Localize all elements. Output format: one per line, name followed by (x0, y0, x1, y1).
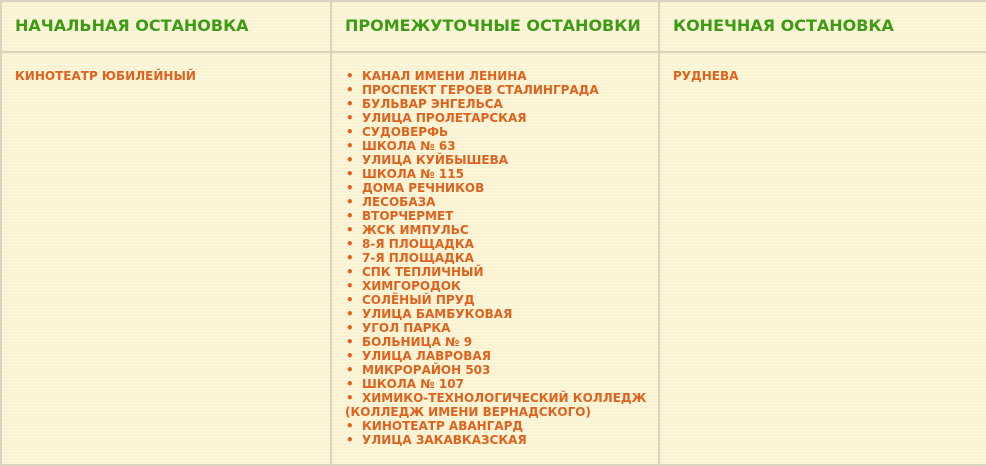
stop-name: МИКРОРАЙОН 503 (362, 363, 491, 377)
bullet-icon: • (346, 349, 354, 363)
list-item (345, 167, 658, 181)
list-item (345, 111, 658, 125)
end-stop-name: РУДНЕВА (673, 69, 739, 83)
bullet-icon: • (346, 307, 354, 321)
bullet-icon: • (346, 209, 354, 223)
bullet-icon: • (346, 167, 354, 181)
stop-name: ШКОЛА № 63 (362, 139, 456, 153)
list-item (345, 153, 658, 167)
list-item (345, 279, 658, 293)
bullet-icon: • (346, 237, 354, 251)
stop-name: СУДОВЕРФЬ (362, 125, 449, 139)
stop-name: ПРОСПЕКТ ГЕРОЕВ СТАЛИНГРАДА (362, 83, 599, 97)
bullet-icon: • (346, 321, 354, 335)
list-item (345, 419, 658, 433)
bullet-icon: • (346, 223, 354, 237)
bullet-icon: • (346, 419, 354, 433)
list-item (345, 139, 658, 153)
bullet-icon: • (346, 139, 354, 153)
intermediate-stops-container (332, 53, 658, 447)
stop-name: СПК ТЕПЛИЧНЫЙ (362, 265, 484, 279)
bullet-icon: • (346, 363, 354, 377)
list-item (345, 251, 658, 265)
header-row (1, 1, 986, 52)
stop-name: УЛИЦА ЛАВРОВАЯ (362, 349, 491, 363)
start-stop-cell (1, 52, 331, 465)
bullet-icon: • (346, 335, 354, 349)
stop-name: БУЛЬВАР ЭНГЕЛЬСА (362, 97, 503, 111)
bullet-icon: • (346, 293, 354, 307)
list-item (345, 349, 658, 363)
stop-name: СОЛЁНЫЙ ПРУД (362, 293, 475, 307)
bullet-icon: • (346, 83, 354, 97)
list-item (345, 209, 658, 223)
list-item (345, 97, 658, 111)
stop-name: УЛИЦА КУЙБЫШЕВА (362, 153, 508, 167)
stop-name: 7-Я ПЛОЩАДКА (362, 251, 474, 265)
stop-name: КИНОТЕАТР АВАНГАРД (362, 419, 524, 433)
stop-name: ХИМИКО-ТЕХНОЛОГИЧЕСКИЙ КОЛЛЕДЖ (КОЛЛЕДЖ ИМЕНИ ВЕРНАДСКОГО) (345, 391, 647, 419)
list-item (345, 69, 658, 83)
stop-name: ХИМГОРОДОК (362, 279, 461, 293)
list-item (345, 83, 658, 97)
stop-name: ШКОЛА № 115 (362, 167, 464, 181)
list-item (345, 195, 658, 209)
intermediate-stops-list (345, 69, 658, 447)
bullet-icon: • (346, 69, 354, 83)
intermediate-stops-cell (331, 52, 659, 465)
bullet-icon: • (346, 125, 354, 139)
bullet-icon: • (346, 153, 354, 167)
stop-name: ДОМА РЕЧНИКОВ (362, 181, 485, 195)
stop-name: 8-Я ПЛОЩАДКА (362, 237, 474, 251)
list-item (345, 125, 658, 139)
stop-name: БОЛЬНИЦА № 9 (362, 335, 473, 349)
stop-name: УЛИЦА ЗАКАВКАЗСКАЯ (362, 433, 527, 447)
list-item (345, 335, 658, 349)
stop-name: ЖСК ИМПУЛЬС (362, 223, 469, 237)
bullet-icon: • (346, 195, 354, 209)
list-item (345, 433, 658, 447)
stop-name: ЛЕСОБАЗА (362, 195, 436, 209)
list-item (345, 265, 658, 279)
bullet-icon: • (346, 377, 354, 391)
list-item (345, 181, 658, 195)
body-row (1, 52, 986, 465)
bullet-icon: • (346, 279, 354, 293)
bullet-icon: • (346, 111, 354, 125)
list-item (345, 307, 658, 321)
list-item (345, 223, 658, 237)
list-item (345, 237, 658, 251)
stop-name: ШКОЛА № 107 (362, 377, 464, 391)
bullet-icon: • (346, 265, 354, 279)
list-item (345, 391, 658, 419)
list-item (345, 377, 658, 391)
bullet-icon: • (346, 251, 354, 265)
stop-name: УЛИЦА ПРОЛЕТАРСКАЯ (362, 111, 527, 125)
stop-name: УЛИЦА БАМБУКОВАЯ (362, 307, 513, 321)
list-item (345, 321, 658, 335)
stop-name: ВТОРЧЕРМЕТ (362, 209, 454, 223)
header-start-stop: НАЧАЛЬНАЯ ОСТАНОВКА (1, 1, 331, 52)
bullet-icon: • (346, 97, 354, 111)
bullet-icon: • (346, 391, 354, 405)
list-item (345, 293, 658, 307)
list-item (345, 363, 658, 377)
header-end-stop: КОНЕЧНАЯ ОСТАНОВКА (659, 1, 986, 52)
start-stop-name: КИНОТЕАТР ЮБИЛЕЙНЫЙ (15, 69, 196, 83)
bullet-icon: • (346, 181, 354, 195)
stop-name: КАНАЛ ИМЕНИ ЛЕНИНА (362, 69, 527, 83)
header-intermediate-stops: ПРОМЕЖУТОЧНЫЕ ОСТАНОВКИ (331, 1, 659, 52)
stop-name: УГОЛ ПАРКА (362, 321, 451, 335)
bullet-icon: • (346, 433, 354, 447)
end-stop-cell (659, 52, 986, 465)
